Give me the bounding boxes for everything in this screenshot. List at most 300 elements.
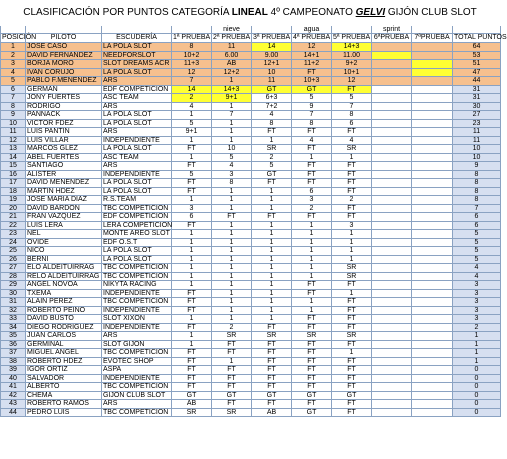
race-2-cell: 1 [212,264,252,273]
race-2-cell: 1 [212,315,252,324]
team-cell: INDEPENDIENTE [102,289,172,298]
position-cell: 35 [1,332,26,341]
race-6-cell [372,349,412,358]
position-cell: 8 [1,102,26,111]
team-cell: LA POLA SLOT [102,111,172,120]
race-5-cell: FT [332,357,372,366]
team-cell: NEEDFORSLOT [102,51,172,60]
race-4-cell: 1 [292,153,332,162]
race-5-cell: FT [332,128,372,137]
race-6-cell [372,408,412,417]
race-2-cell: 2 [212,323,252,332]
total-points-cell: 2 [453,323,501,332]
race-5-cell: 6 [332,119,372,128]
race-2-cell: 1 [212,272,252,281]
race-4-cell: 8 [292,119,332,128]
race-2-cell: 7 [212,111,252,120]
position-cell: 5 [1,77,26,86]
total-points-cell: 1 [453,332,501,341]
race-6-cell [372,221,412,230]
position-cell: 14 [1,153,26,162]
race-5-cell: SR [332,264,372,273]
table-row [1,281,501,290]
race-5-cell: 1 [332,255,372,264]
race-3-cell: 1 [252,298,292,307]
race-1-cell: 1 [172,230,212,239]
table-row [1,128,501,137]
position-cell: 24 [1,238,26,247]
race-1-cell: SR [172,408,212,417]
total-points-cell: 3 [453,306,501,315]
race-7-cell [412,400,453,409]
race-6-cell [372,264,412,273]
race-1-cell: 12 [172,68,212,77]
race-6-cell [372,391,412,400]
race-4-cell: 1 [292,255,332,264]
position-cell: 27 [1,264,26,273]
pilot-cell: LUIS VILLAR [26,136,102,145]
race-3-cell: GT [252,85,292,94]
race-2-cell: 1 [212,204,252,213]
position-cell: 28 [1,272,26,281]
phase-row [1,26,501,34]
race-7-cell [412,162,453,171]
race-2-cell: FT [212,349,252,358]
total-points-cell: 0 [453,408,501,417]
table-row [1,357,501,366]
table-row [1,255,501,264]
race-4-cell: 1 [292,272,332,281]
race-6-cell [372,332,412,341]
team-cell: LA POLA SLOT [102,145,172,154]
race-4-cell: 4 [292,136,332,145]
race-4-cell: 12 [292,43,332,52]
race-7-cell [412,60,453,69]
table-row [1,298,501,307]
race-4-cell: FT [292,315,332,324]
table-row [1,51,501,60]
race-3-cell: FT [252,374,292,383]
table-row [1,391,501,400]
race-7-cell [412,179,453,188]
total-points-cell: 64 [453,43,501,52]
position-cell: 7 [1,94,26,103]
pilot-cell: JONY FUERTES [26,94,102,103]
race-7-cell [412,383,453,392]
race-6-cell [372,383,412,392]
race-1-cell: FT [172,306,212,315]
position-cell: 25 [1,247,26,256]
total-points-cell: 3 [453,315,501,324]
race-2-cell: 1 [212,196,252,205]
team-cell: LA POLA SLOT [102,43,172,52]
table-row [1,196,501,205]
pilot-cell: MIGUEL ANGEL [26,349,102,358]
race-5-cell: FT [332,366,372,375]
race-1-cell: 3 [172,204,212,213]
race-1-cell: 1 [172,255,212,264]
race-3-cell: 12+1 [252,60,292,69]
table-row [1,349,501,358]
table-row [1,119,501,128]
total-points-cell: 11 [453,136,501,145]
race-4-cell: GT [292,391,332,400]
total-points-cell: 0 [453,374,501,383]
pilot-cell: GERMAN [26,85,102,94]
standings-table [0,26,507,417]
total-points-cell: 6 [453,221,501,230]
race-2-cell: 1 [212,119,252,128]
position-cell: 33 [1,315,26,324]
total-points-cell: 3 [453,281,501,290]
race-5-cell: FT [332,179,372,188]
race-4-cell: FT [292,366,332,375]
race-5-cell: 14+3 [332,43,372,52]
total-points-cell: 4 [453,272,501,281]
race-4-cell: FT [292,68,332,77]
race-2-cell: 1 [212,230,252,239]
race-7-cell [412,332,453,341]
pilot-cell: FRAN VAZQUEZ [26,213,102,222]
phase-label: agua [292,26,332,34]
race-7-cell [412,170,453,179]
race-3-cell: FT [252,323,292,332]
race-1-cell: FT [172,289,212,298]
table-row [1,264,501,273]
total-points-cell: 0 [453,391,501,400]
team-cell: INDEPENDIENTE [102,306,172,315]
race-2-cell: 1 [212,289,252,298]
race-2-cell: GT [212,391,252,400]
table-row [1,323,501,332]
pilot-cell: PABLO F.MENENDEZ [26,77,102,86]
race-4-cell: FT [292,323,332,332]
total-points-cell: 8 [453,179,501,188]
race-7-cell [412,357,453,366]
position-cell: 22 [1,221,26,230]
race-1-cell: 6 [172,213,212,222]
team-cell: ASC TEAM [102,94,172,103]
race-5-cell: FT [332,204,372,213]
position-cell: 43 [1,400,26,409]
race-1-cell: 1 [172,111,212,120]
position-cell: 4 [1,68,26,77]
team-cell: TBC COMPETICION [102,264,172,273]
race-4-cell: FT [292,383,332,392]
team-cell: R.S.TEAM [102,196,172,205]
team-cell: ARS [102,128,172,137]
race-4-cell: FT [292,145,332,154]
pilot-cell: ROBERTO PEINO [26,306,102,315]
race-6-cell [372,196,412,205]
header-pilot: PILOTO [26,34,102,43]
race-5-cell: 4 [332,136,372,145]
total-points-cell: 0 [453,366,501,375]
pilot-cell: TXEMA [26,289,102,298]
race-4-cell: 10+3 [292,77,332,86]
race-5-cell: 2 [332,196,372,205]
race-3-cell: 2 [252,153,292,162]
race-6-cell [372,111,412,120]
team-cell: TBC COMPETICION [102,383,172,392]
table-row [1,179,501,188]
race-6-cell [372,289,412,298]
race-3-cell: FT [252,400,292,409]
race-5-cell: 1 [332,349,372,358]
race-6-cell [372,77,412,86]
race-5-cell: 1 [332,238,372,247]
race-1-cell: 9+1 [172,128,212,137]
race-1-cell: FT [172,374,212,383]
table-row [1,145,501,154]
race-7-cell [412,306,453,315]
position-cell: 3 [1,60,26,69]
race-1-cell: FT [172,179,212,188]
pilot-cell: NICO [26,247,102,256]
race-2-cell: 5 [212,153,252,162]
race-7-cell [412,43,453,52]
position-cell: 41 [1,383,26,392]
pilot-cell: MARTIN HDEZ [26,187,102,196]
race-7-cell [412,136,453,145]
position-cell: 23 [1,230,26,239]
race-3-cell: 1 [252,255,292,264]
position-cell: 36 [1,340,26,349]
race-3-cell: AB [252,408,292,417]
header-team: ESCUDERÍA [102,34,172,43]
race-5-cell: 9+2 [332,60,372,69]
table-row [1,272,501,281]
race-5-cell: 5 [332,94,372,103]
race-1-cell: 2 [172,94,212,103]
race-5-cell: 7 [332,102,372,111]
race-6-cell [372,94,412,103]
pilot-cell: ELO ALDEITUIRRAG [26,264,102,273]
race-7-cell [412,94,453,103]
race-2-cell: 1 [212,357,252,366]
race-7-cell [412,213,453,222]
race-4-cell: SR [292,332,332,341]
position-cell: 26 [1,255,26,264]
race-2-cell: 1 [212,298,252,307]
team-cell: SLOT DREAMS ACR [102,60,172,69]
table-row [1,94,501,103]
race-2-cell: 9+1 [212,94,252,103]
position-cell: 29 [1,281,26,290]
total-points-cell: 5 [453,255,501,264]
pilot-cell: LUIS PANTIN [26,128,102,137]
team-cell: SLOT XIXON [102,315,172,324]
race-7-cell [412,298,453,307]
pilot-cell: ALISTER [26,170,102,179]
race-2-cell: 10 [212,145,252,154]
table-row [1,111,501,120]
race-2-cell: 1 [212,238,252,247]
pilot-cell: PANNACK [26,111,102,120]
team-cell: INDEPENDIENTE [102,170,172,179]
race-6-cell [372,306,412,315]
race-4-cell: FT [292,340,332,349]
team-cell: EVOTEC SHOP [102,357,172,366]
race-5-cell: 1 [332,153,372,162]
race-3-cell: 1 [252,247,292,256]
race-4-cell: FT [292,128,332,137]
team-cell: LA POLA SLOT [102,119,172,128]
race-7-cell [412,85,453,94]
race-6-cell [372,170,412,179]
race-4-cell: FT [292,281,332,290]
position-cell: 20 [1,204,26,213]
header-race-3: 3ª PRUEBA [253,34,291,41]
race-5-cell: 8 [332,111,372,120]
race-3-cell: 1 [252,238,292,247]
race-3-cell: 4 [252,111,292,120]
table-row [1,383,501,392]
race-7-cell [412,272,453,281]
race-4-cell: 1 [292,298,332,307]
team-cell: TBC COMPETICION [102,298,172,307]
pilot-cell: NEL [26,230,102,239]
race-4-cell: 6 [292,187,332,196]
race-7-cell [412,128,453,137]
table-row [1,306,501,315]
position-cell: 19 [1,196,26,205]
team-cell: ARS [102,77,172,86]
race-3-cell: 14 [252,43,292,52]
total-points-cell: 8 [453,196,501,205]
race-2-cell: FT [212,400,252,409]
race-6-cell [372,298,412,307]
race-7-cell [412,374,453,383]
pilot-cell: LUIS LERA [26,221,102,230]
race-2-cell: FT [212,340,252,349]
race-5-cell: FT [332,323,372,332]
page-title: CLASIFICACIÓN POR PUNTOS CATEGORÍA LINEAL 4º CAMPEONATO GELVI GIJÓN CLUB SLOT [23,7,477,18]
race-6-cell [372,119,412,128]
total-points-cell: 4 [453,264,501,273]
race-7-cell [412,281,453,290]
race-5-cell: GT [332,391,372,400]
total-points-cell: 8 [453,187,501,196]
header-race-1: 1ª PRUEBA [173,34,211,41]
race-3-cell: FT [252,357,292,366]
position-cell: 2 [1,51,26,60]
table-row [1,170,501,179]
table-row [1,60,501,69]
total-points-cell: 3 [453,298,501,307]
pilot-cell: PEDRO LUIS [26,408,102,417]
team-cell: SLOT GIJON [102,340,172,349]
race-7-cell [412,255,453,264]
pilot-cell: DIEGO RODRIGUEZ [26,323,102,332]
race-5-cell: FT [332,400,372,409]
table-row [1,247,501,256]
team-cell: ARS [102,332,172,341]
position-cell: 13 [1,145,26,154]
pilot-cell: ROBERTO RAMOS [26,400,102,409]
team-cell: INDEPENDIENTE [102,323,172,332]
race-4-cell: 2 [292,204,332,213]
pilot-cell: BORJA MORO [26,60,102,69]
phase-label: sprint [372,26,412,34]
header-race-2: 2ª PRUEBA [213,34,251,41]
race-7-cell [412,340,453,349]
race-4-cell: 1 [292,247,332,256]
race-3-cell: 1 [252,230,292,239]
race-4-cell: GT [292,408,332,417]
race-5-cell: SR [332,272,372,281]
race-2-cell: 1 [212,247,252,256]
race-3-cell: 6+3 [252,94,292,103]
race-5-cell: 3 [332,221,372,230]
race-6-cell [372,85,412,94]
race-1-cell: 14 [172,85,212,94]
race-4-cell: FT [292,179,332,188]
pilot-cell: IGOR ORTIZ [26,366,102,375]
total-points-cell: 31 [453,85,501,94]
race-2-cell: 1 [212,306,252,315]
race-6-cell [372,204,412,213]
race-4-cell: 1 [292,306,332,315]
pilot-cell: RELO ALDEITUIRRAG [26,272,102,281]
race-4-cell: 1 [292,238,332,247]
race-3-cell: SR [252,332,292,341]
race-6-cell [372,366,412,375]
race-6-cell [372,315,412,324]
race-3-cell: GT [252,170,292,179]
race-2-cell: 1 [212,281,252,290]
race-1-cell: 1 [172,264,212,273]
race-1-cell: 5 [172,119,212,128]
pilot-cell: DAVID MENENDEZ [26,179,102,188]
race-3-cell: 1 [252,187,292,196]
race-7-cell [412,264,453,273]
pilot-cell: JOSE CASO [26,43,102,52]
pilot-cell: OVIDE [26,238,102,247]
race-7-cell [412,111,453,120]
race-1-cell: FT [172,349,212,358]
race-3-cell: 11 [252,77,292,86]
race-3-cell: FT [252,383,292,392]
position-cell: 40 [1,374,26,383]
header-race-7: 7ªPRUEBA [412,34,453,43]
total-points-cell: 9 [453,162,501,171]
position-cell: 18 [1,187,26,196]
total-points-cell: 10 [453,153,501,162]
race-3-cell: 1 [252,272,292,281]
race-6-cell [372,43,412,52]
race-4-cell: FT [292,162,332,171]
team-cell: ARS [102,102,172,111]
position-cell: 9 [1,111,26,120]
race-4-cell: 9 [292,102,332,111]
header-race-4: 4ª PRUEBA [293,34,331,41]
race-2-cell: 1 [212,136,252,145]
team-cell: LA POLA SLOT [102,68,172,77]
total-points-cell: 31 [453,94,501,103]
team-cell: TBC COMPETICION [102,349,172,358]
race-3-cell: SR [252,145,292,154]
position-cell: 12 [1,136,26,145]
team-cell: GIJON CLUB SLOT [102,391,172,400]
race-2-cell: FT [212,374,252,383]
team-cell: INDEPENDIENTE [102,136,172,145]
race-6-cell [372,179,412,188]
team-cell: TBC COMPETICION [102,204,172,213]
total-points-cell: 5 [453,230,501,239]
total-points-cell: 47 [453,68,501,77]
table-row [1,136,501,145]
